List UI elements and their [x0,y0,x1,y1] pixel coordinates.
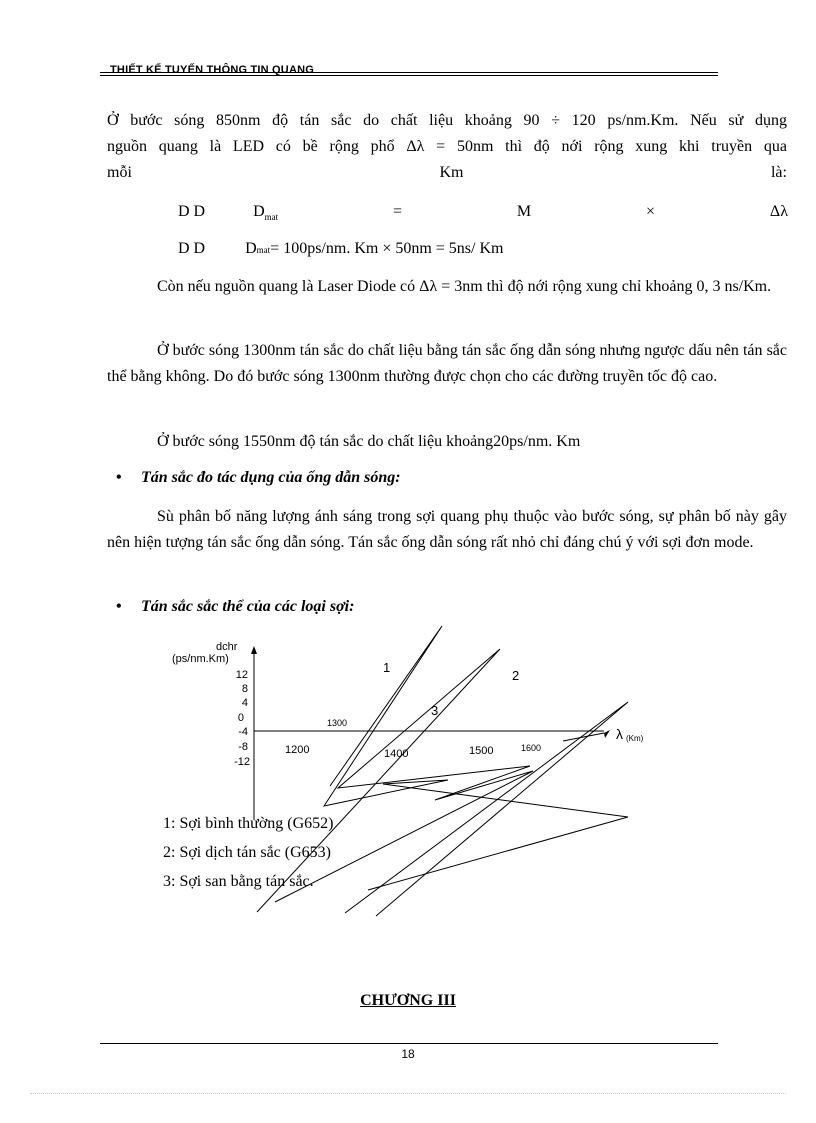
formula-m: M [516,203,532,220]
formula-sub: mat [264,212,279,223]
bullet-waveguide [116,465,401,491]
bullet-fiber-types [116,594,354,620]
paragraph-laser: Còn nếu nguồn quang là Laser Diode có Δλ = 3nm thì độ nới rộng xung chỉ khoảng 0, 3 ns/Km. [157,278,772,295]
formula-delta-lambda: Δλ [769,203,788,220]
legend-item-flattened: 3: Sợi san bằng tán sắc. [163,873,314,890]
formula-d: D [245,240,257,257]
word: mỗi [107,164,132,181]
paragraph-1550nm: Ở bước sóng 1550nm độ tán sắc do chất liệu khoảng20ps/nm. Km [157,433,581,450]
word: là: [770,164,787,181]
formula-result [178,236,788,263]
curve-dispersion-flattened [345,702,628,916]
paragraph-line: nguồn quang là LED có bề rộng phổ Δλ = 50nm thì độ nới rộng xung khi truyền qua [107,138,787,155]
y-axis-arrow [251,646,257,654]
formula-value: = 100ps/nm. Km × 50nm = 5ns/ Km [270,240,504,257]
y-tick: 8 [241,683,248,695]
word: Km [439,164,464,181]
header-rule-double [100,75,718,76]
x-tick: 1500 [469,745,494,757]
x-tick: 1200 [285,744,310,756]
formula-dd: D D [178,203,206,220]
legend-item-g652: 1: Sợi bình thường (G652) [163,815,334,832]
x-axis-lambda: λ [616,726,623,742]
y-tick: 12 [235,669,248,681]
bullet-text: Tán sắc đo tác dụng của ống dẫn sóng: [141,469,401,486]
y-tick: 4 [241,697,248,709]
y-tick: -8 [238,741,248,753]
x-axis-unit: (Km) [626,734,644,743]
y-axis-unit: (ps/nm.Km) [172,653,229,665]
paragraph-line-spread [107,160,787,186]
formula-sub: mat [256,245,271,255]
y-axis-label: dchr [216,641,238,653]
formula-dd: D D [178,240,206,257]
paragraph-1300nm: Ở bước sóng 1300nm tán sắc do chất liệu bằng tán sắc ống dẫn sóng nhưng ngược dấu nên tán sắc thể bằng không. Do đó bước sóng 1300nm thường được chọn cho các đường truyền tốc độ cao. [107,342,787,385]
x-tick: 1300 [327,718,348,728]
x-label-arrow [604,730,610,738]
y-tick: 0 [237,712,244,724]
formula-d: D [253,203,265,220]
page-number: 18 [401,1047,415,1061]
curve-label: 2 [512,668,520,683]
x-tick: 1400 [384,748,409,760]
bullet-dot: • [116,469,122,486]
bullet-text: Tán sắc sắc thể của các loại sợi: [141,598,355,615]
curve-standard-fiber [324,626,628,890]
curve-label: 3 [431,703,439,718]
curve-label: 1 [383,660,391,675]
running-header: THIẾT KẾ TUYẾN THÔNG TIN QUANG [110,64,314,76]
y-tick: -4 [238,726,248,738]
formula-equals: = [393,203,403,220]
paragraph-850nm [107,108,787,186]
paragraph-waveguide: Sù phân bố năng lượng ánh sáng trong sợi quang phụ thuộc vào bước sóng, sự phân bố này gây nên hiện tượng tán sắc ống dẫn sóng. Tán sắc ống dẫn sóng rất nhỏ chỉ đáng chú ý với sợi đơn mode. [107,508,787,551]
formula-dispersion [178,199,788,230]
chapter-heading: CHƯƠNG III [360,992,456,1009]
legend-item-g653: 2: Sợi dịch tán sắc (G653) [163,844,331,861]
page-bottom-dotted-rule [30,1093,786,1094]
footer-rule [100,1043,718,1044]
formula-times: × [646,203,656,220]
formula-left [178,199,278,230]
x-tick: 1600 [521,743,542,753]
header-rule [100,72,718,73]
paragraph-line: Ở bước sóng 850nm độ tán sắc do chất liệu khoảng 90 ÷ 120 ps/nm.Km. Nếu sử dụng [107,112,787,129]
y-tick: -12 [234,756,250,768]
bullet-dot: • [116,598,122,615]
